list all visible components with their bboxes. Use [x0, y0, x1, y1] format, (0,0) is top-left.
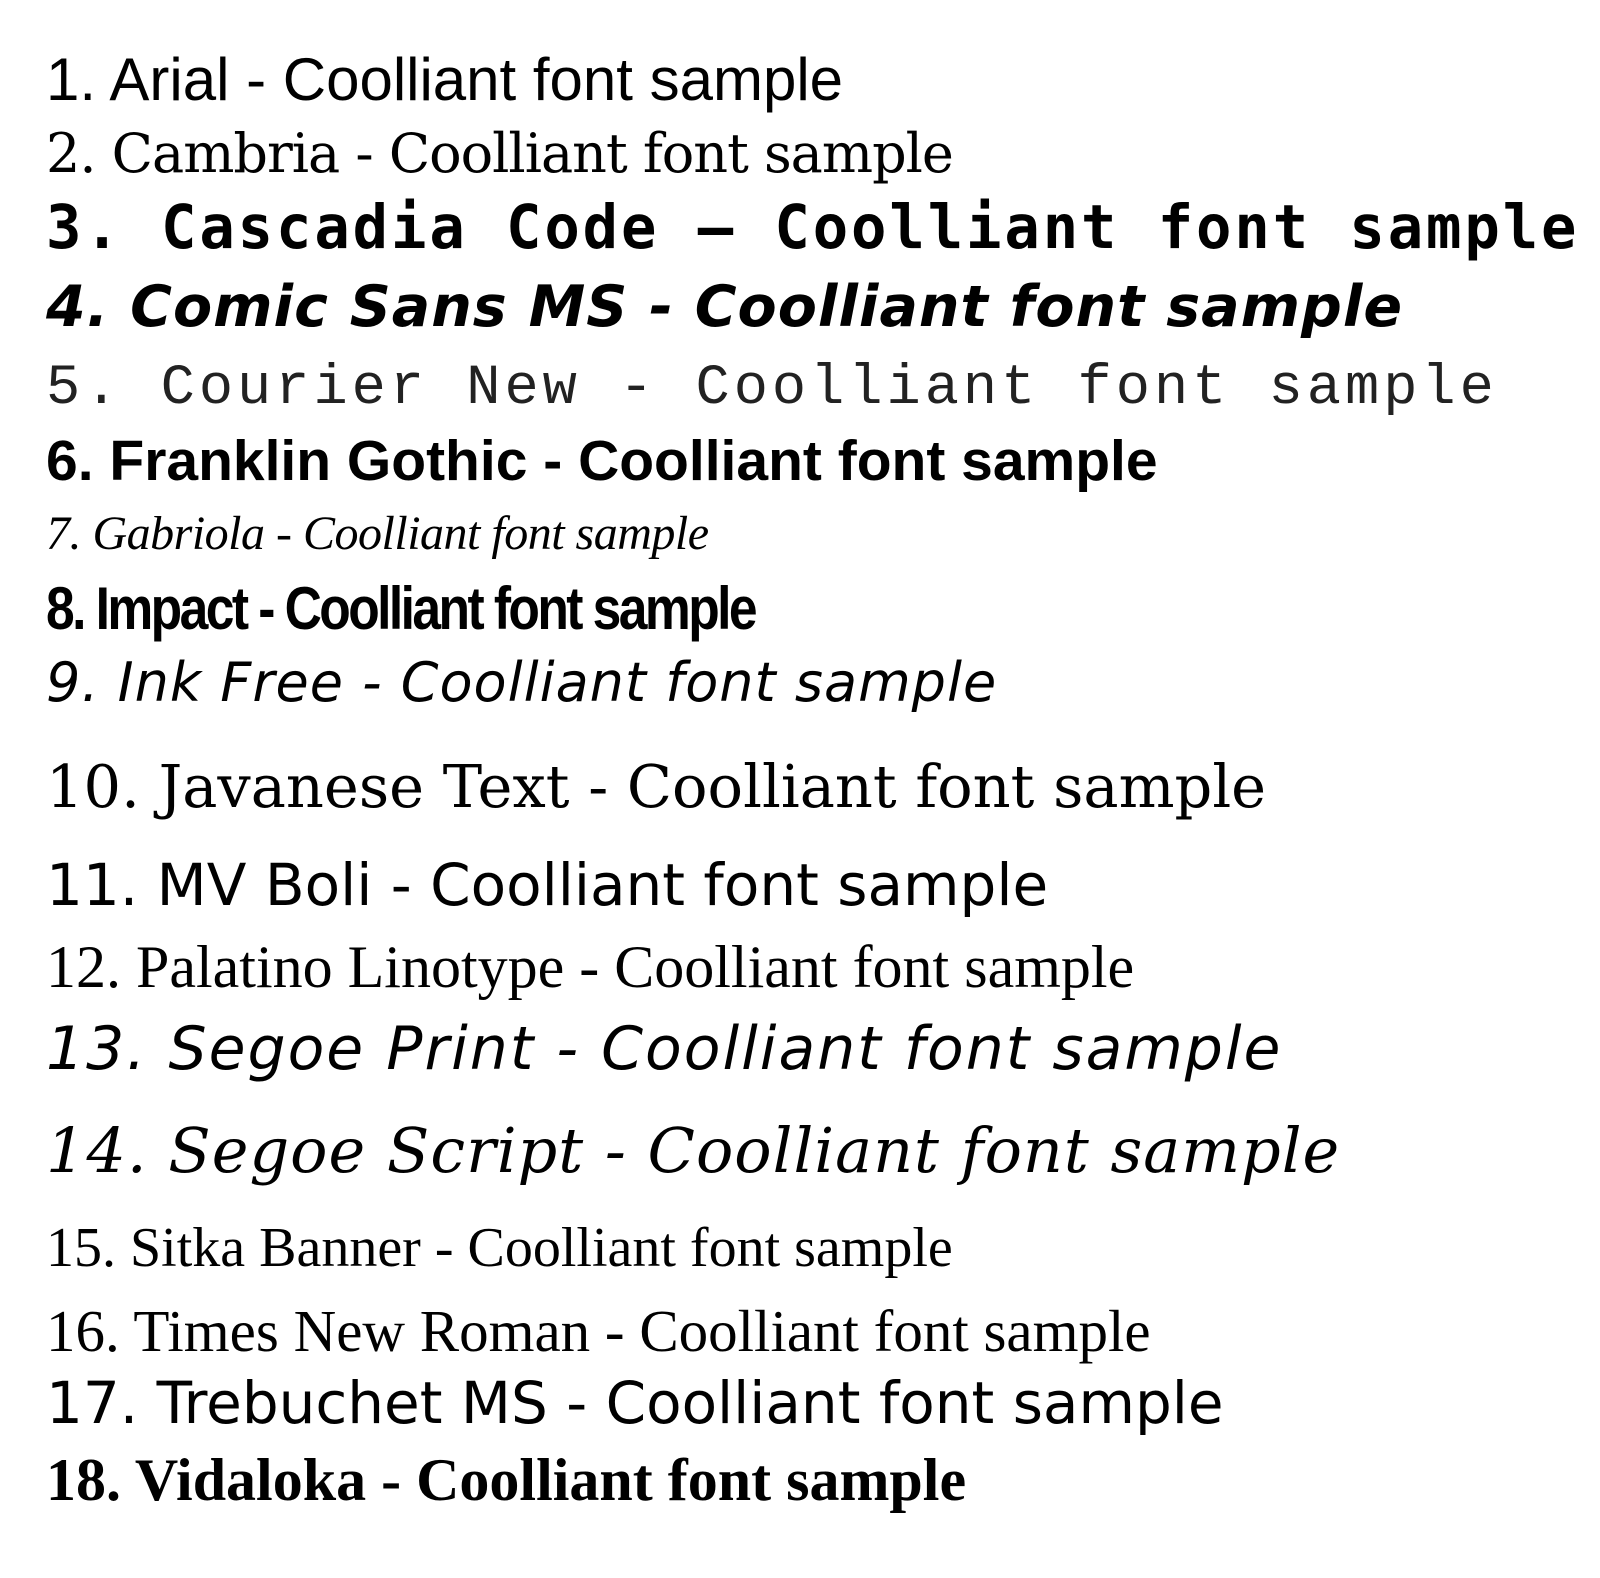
font-sample-sitka-banner: 15. Sitka Banner - Coolliant font sample: [46, 1217, 953, 1279]
font-sample-franklin-gothic: 6. Franklin Gothic - Coolliant font sample: [46, 429, 1158, 493]
font-sample-arial: 1. Arial - Coolliant font sample: [46, 46, 844, 113]
font-sample-trebuchet-ms: 17. Trebuchet MS - Coolliant font sample: [46, 1369, 1224, 1437]
font-sample-mv-boli: 11. MV Boli - Coolliant font sample: [46, 851, 1049, 919]
font-sample-cambria: 2. Cambria - Coolliant font sample: [46, 122, 953, 185]
font-sample-cascadia-code: 3. Cascadia Code – Coolliant font sample: [46, 192, 1580, 263]
font-sample-gabriola: 7. Gabriola - Coolliant font sample: [46, 507, 709, 560]
font-sample-vidaloka: 18. Vidaloka - Coolliant font sample: [46, 1447, 967, 1513]
font-sample-times-new-roman: 16. Times New Roman - Coolliant font sample: [46, 1298, 1151, 1364]
font-sample-impact: 8. Impact - Coolliant font sample: [46, 575, 756, 642]
font-sample-palatino-linotype: 12. Palatino Linotype - Coolliant font sample: [46, 934, 1135, 1000]
font-sample-segoe-print: 13. Segoe Print - Coolliant font sample: [46, 1014, 1283, 1084]
font-sample-ink-free: 9. Ink Free - Coolliant font sample: [46, 651, 998, 714]
font-sample-courier-new: 5. Courier New - Coolliant font sample: [46, 357, 1498, 421]
font-sample-comic-sans-ms: 4. Comic Sans MS - Coolliant font sample: [46, 274, 1404, 340]
font-sample-segoe-script: 14. Segoe Script - Coolliant font sample: [46, 1114, 1341, 1187]
font-sample-javanese-text: 10. Javanese Text - Coolliant font sample: [46, 752, 1267, 821]
